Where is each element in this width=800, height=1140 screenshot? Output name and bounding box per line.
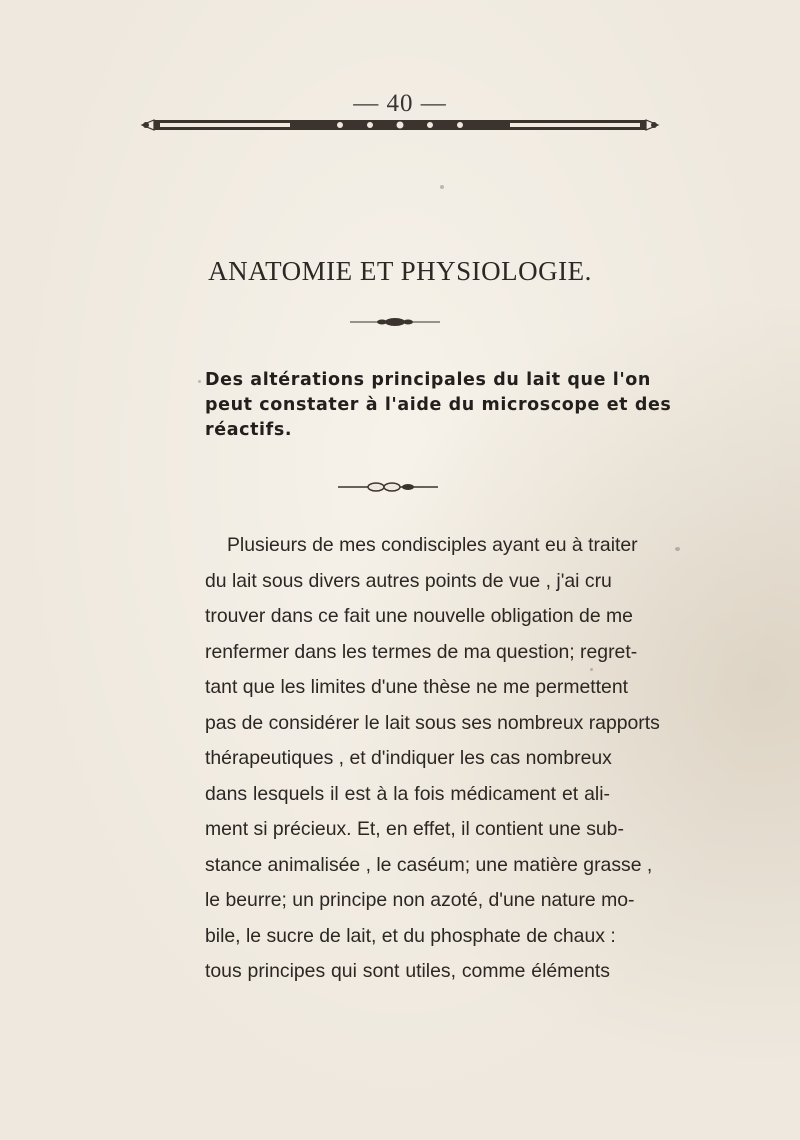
body-line: ment si précieux. Et, en effet, il contient une sub- [205,818,624,840]
section-title: ANATOMIE ET PHYSIOLOGIE. [208,256,592,286]
paper-speck [198,380,201,383]
divider-ornament [338,482,438,492]
subsection-heading-line: Des altérations principales du lait que l'on [205,370,651,390]
body-line: tous principes qui sont utiles, comme éléments [205,960,610,982]
subsection-heading-line: réactifs. [205,420,293,440]
page-number: — 40 — [353,90,447,117]
body-line: du lait sous divers autres points de vue , j'ai cru [205,569,612,592]
body-line: dans lesquels il est à la fois médicament et ali- [205,782,610,805]
subsection-heading [205,368,672,443]
body-line: bile, le sucre de lait, et du phosphate de chaux : [205,924,616,947]
body-line: stance animalisée , le caséum; une matière grasse , [205,853,653,876]
paper-speck [675,547,680,551]
paper-speck [440,185,444,189]
subsection-heading-line: peut constater à l'aide du microscope et des [205,395,672,415]
body-line: renfermer dans les termes de ma question; regret- [205,640,638,663]
paper-speck [590,668,593,671]
body-line: trouver dans ce fait une nouvelle obligation de me [205,605,633,627]
body-line: pas de considérer le lait sous ses nombreux rapports [205,711,660,734]
body-line: Plusieurs de mes condisciples ayant eu à traiter [227,534,638,556]
body-line: le beurre; un principe non azoté, d'une nature mo- [205,889,635,911]
header-ornament-band [140,117,660,133]
body-paragraph [205,528,660,990]
body-line: tant que les limites d'une thèse ne me permettent [205,676,628,698]
small-divider-ornament [350,317,440,327]
body-line: thérapeutiques , et d'indiquer les cas nombreux [205,747,612,769]
